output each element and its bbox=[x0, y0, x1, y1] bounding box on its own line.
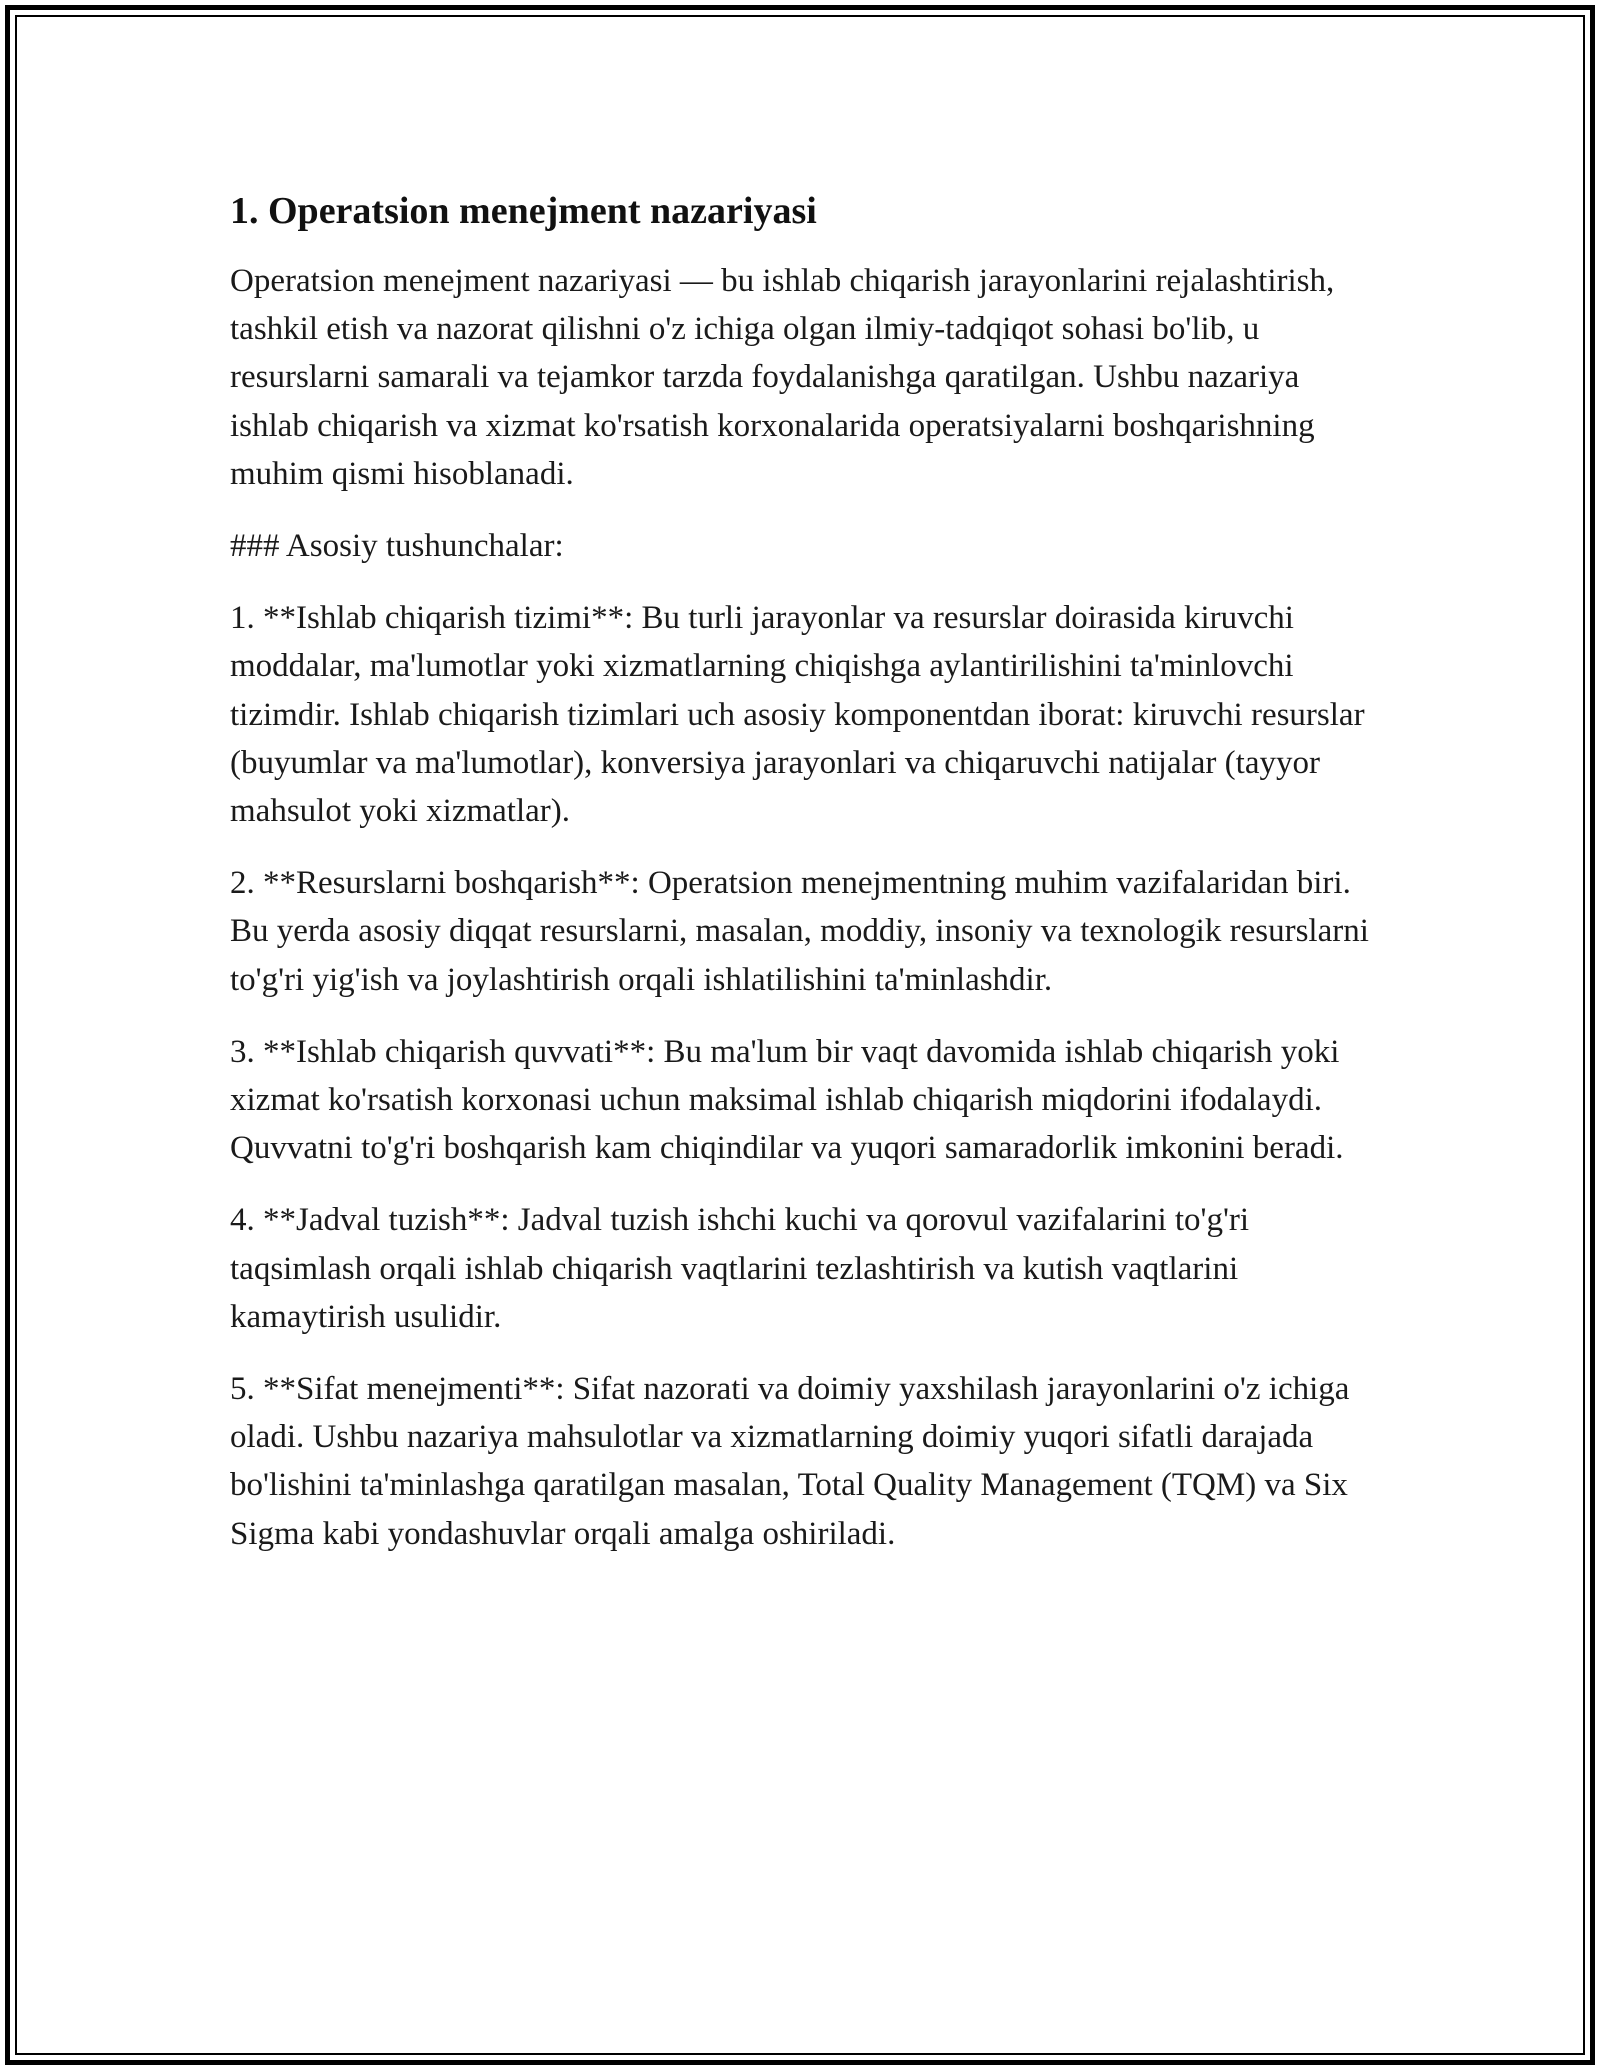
list-item-production-capacity: 3. **Ishlab chiqarish quvvati**: Bu ma'lum bir vaqt davomida ishlab chiqarish yoki xizmat ko'rsatish korxonasi uchun maksimal ishlab chiqarish miqdorini ifodalaydi. Quvvatni to'g'ri boshqarish kam chiqindilar va yuqori samaradorlik imkonini beradi. bbox=[230, 1033, 1344, 1167]
section-subheading: ### Asosiy tushunchalar: bbox=[230, 528, 564, 565]
list-item-production-system: 1. **Ishlab chiqarish tizimi**: Bu turli jarayonlar va resurslar doirasida kiruvchi moddalar, ma'lumotlar yoki xizmatlarning chiqishga aylantirilishini ta'minlovchi tizimdir. Ishlab chiqarish tizimlari uch asosiy komponentdan iborat: kiruvchi resurslar (buyumlar va ma'lumotlar), konversiya jarayonlari va chiqaruvchi natijalar (tayyor mahsulot yoki xizmatlar). bbox=[230, 600, 1365, 830]
list-item-quality-management: 5. **Sifat menejmenti**: Sifat nazorati va doimiy yaxshilash jarayonlarini o'z ichiga oladi. Ushbu nazariya mahsulotlar va xizmatlarning doimiy yuqori sifatli darajada bo'lishini ta'minlashga qaratilgan masalan, Total Quality Management (TQM) va Six Sigma kabi yondashuvlar orqali amalga oshiriladi. bbox=[230, 1371, 1350, 1552]
document-heading: 1. Operatsion menejment nazariyasi bbox=[230, 190, 817, 232]
list-item-scheduling: 4. **Jadval tuzish**: Jadval tuzish ishchi kuchi va qorovul vazifalarini to'g'ri taqsimlash orqali ishlab chiqarish vaqtlarini tezlashtirish va kutish vaqtlarini kamaytirish usulidir. bbox=[230, 1202, 1250, 1335]
list-item-resource-management: 2. **Resurslarni boshqarish**: Operatsion menejmentning muhim vazifalaridan biri. Bu yerda asosiy diqqat resurslarni, masalan, moddiy, insoniy va texnologik resurslarni to'g'ri yig'ish va joylashtirish orqali ishlatilishini ta'minlashdir. bbox=[230, 865, 1369, 998]
intro-paragraph: Operatsion menejment nazariyasi — bu ishlab chiqarish jarayonlarini rejalashtirish, tashkil etish va nazorat qilishni o'z ichiga olgan ilmiy-tadqiqot sohasi bo'lib, u resurslarni samarali va tejamkor tarzda foydalanishga qaratilgan. Ushbu nazariya ishlab chiqarish va xizmat ko'rsatish korxonalarida operatsiyalarni boshqarishning muhim qismi hisoblanadi. bbox=[230, 263, 1335, 492]
document-body bbox=[230, 185, 1370, 1558]
